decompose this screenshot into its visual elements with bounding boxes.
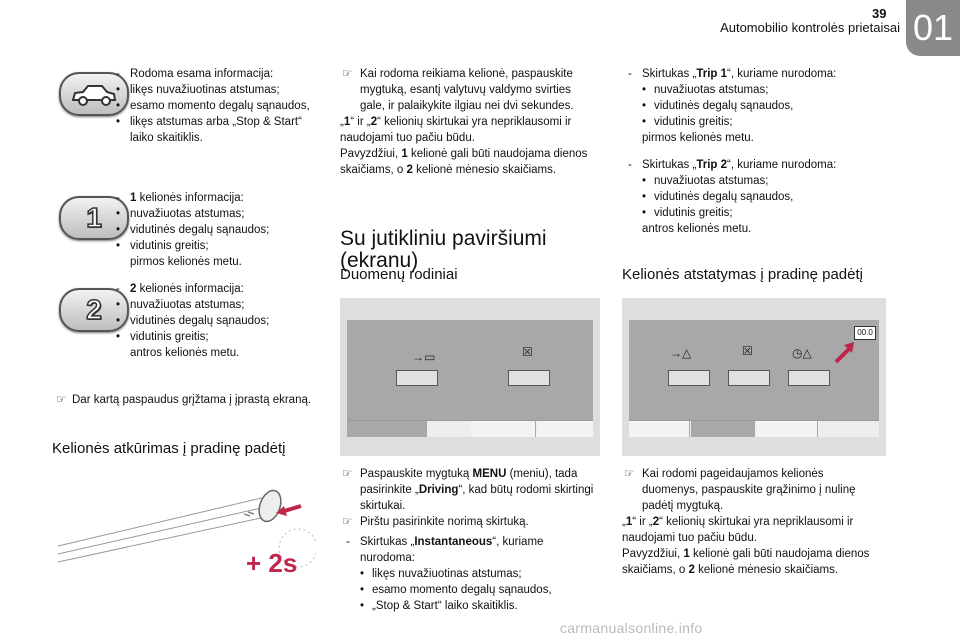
- page-number: 39: [872, 6, 887, 21]
- speed-car-icon: ◷△: [792, 346, 812, 360]
- value-box: [728, 370, 770, 386]
- list-item: • vidutinis greitis;: [642, 207, 733, 219]
- list-item: • vidutinės degalų sąnaudos,: [642, 100, 794, 112]
- display-panel: [347, 320, 593, 436]
- tab-instantaneous[interactable]: [347, 421, 427, 437]
- display-steps: ☞ Paspauskite mygtuką MENU (meniu), tada pasirinkite „Driving“, kad būtų rodomi skirtingi skirtukai. ☞ Pirštu pasirinkite norimą skirtuką. - Skirtukas „Instantaneous“, kuriame nurodoma: • likęs nuvažiuotinas atstumas; • esamo momento degalų sąnaudos, • „Stop & Start“ laiko skaitiklis.: [340, 466, 598, 614]
- list-item: • nuvažiuotas atstumas;: [642, 175, 769, 187]
- reset-button[interactable]: 00.0: [854, 326, 876, 340]
- list-item: • esamo momento degalų sąnaudos,: [116, 100, 310, 112]
- tab-bar[interactable]: [347, 420, 593, 437]
- list-item: • likęs atstumas arba „Stop & Start“ laiko skaitiklis.: [116, 116, 302, 144]
- watermark: carmanualsonline.info: [560, 620, 703, 636]
- tab-trip-1[interactable]: [471, 421, 536, 437]
- arrow-icon: [834, 338, 860, 364]
- touchscreen-display-trip: [622, 298, 886, 456]
- list-item: • nuvažiuotas atstumas;: [116, 299, 245, 311]
- list-item: • vidutinis greitis;: [642, 116, 733, 128]
- value-box: [668, 370, 710, 386]
- tab-trip-1[interactable]: [691, 421, 755, 437]
- list-item: • esamo momento degalų sąnaudos,: [360, 584, 552, 596]
- list-item: • „Stop & Start“ laiko skaitiklis.: [360, 600, 518, 612]
- trip-reset-title: Kelionės atkūrimas į pradinę padėtį: [52, 440, 286, 457]
- consumption-icon: ☒: [742, 344, 753, 358]
- trip-2-info-block: - 2 kelionės informacija: • nuvažiuotas atstumas; • vidutinės degalų sąnaudos; • vidutinis greitis; antros kelionės metu.: [110, 281, 310, 361]
- return-note: ☞ Dar kartą paspaudus grįžtama į įprastą ekraną.: [56, 394, 312, 406]
- consumption-icon: ☒: [522, 345, 533, 359]
- trip-2-badge: 2: [59, 288, 129, 332]
- tab-instantaneous[interactable]: [629, 421, 690, 437]
- trip-2-tab-block: - Skirtukas „Trip 2“, kuriame nurodoma: • nuvažiuotas atstumas; • vidutinės degalų sąnaudos, • vidutinis greitis; antros kelionės metu.: [622, 157, 892, 237]
- list-item: • likęs nuvažiuotinas atstumas;: [360, 568, 522, 580]
- hold-2s-label: + 2s: [246, 548, 298, 578]
- list-item: - Rodoma esama informacija:: [116, 68, 274, 80]
- value-box: [508, 370, 550, 386]
- list-item: • nuvažiuotas atstumas;: [642, 84, 769, 96]
- value-box: [788, 370, 830, 386]
- current-info-block: [110, 66, 310, 146]
- distance-car-icon: →△: [670, 346, 692, 360]
- section-header-title: Automobilio kontrolės prietaisai: [720, 20, 900, 35]
- list-item: • vidutinės degalų sąnaudos;: [116, 315, 270, 327]
- data-displays-title: Duomenų rodiniai: [340, 266, 458, 283]
- trip-1-badge: 1: [59, 196, 129, 240]
- range-icon: →▭: [412, 350, 436, 364]
- wiper-stalk-illustration: [56, 476, 316, 608]
- chapter-tab: 01: [906, 0, 960, 56]
- list-item: • vidutinis greitis;: [116, 331, 209, 343]
- touchscreen-section-title: Su jutikliniu paviršiumi (ekranu): [340, 227, 547, 272]
- list-item: • vidutinės degalų sąnaudos;: [116, 224, 270, 236]
- tab-bar[interactable]: [629, 420, 879, 437]
- tab-trip-2[interactable]: [537, 421, 593, 437]
- list-item: • nuvažiuotas atstumas;: [116, 208, 245, 220]
- trip-1-info-block: - 1 kelionės informacija: • nuvažiuotas atstumas; • vidutinės degalų sąnaudos; • vidutinis greitis; pirmos kelionės metu.: [110, 190, 310, 270]
- trip-1-tab-block: - Skirtukas „Trip 1“, kuriame nurodoma: • nuvažiuotas atstumas; • vidutinės degalų sąnaudos, • vidutinis greitis; pirmos kelionės metu.: [622, 66, 892, 146]
- touchscreen-display-instantaneous: [340, 298, 600, 456]
- value-box: [396, 370, 438, 386]
- reset-instructions: ☞ Kai rodoma reikiama kelionė, paspauskite mygtuką, esantį valytuvų valdymo svirties gale, ir palaikykite ilgiau nei dvi sekundes. „1“ ir „2“ kelionių skirtukai yra nepriklausomi ir naudojami tuo pačiu būdu. Pavyzdžiui, 1 kelionė gali būti naudojama dienos skaičiams, o 2 kelionė mėnesio skaičiams.: [340, 68, 588, 176]
- list-item: • likęs nuvažiuotinas atstumas;: [116, 84, 280, 96]
- list-item: • vidutinės degalų sąnaudos,: [642, 191, 794, 203]
- list-item: • vidutinis greitis;: [116, 240, 209, 252]
- tab-trip-2[interactable]: [757, 421, 818, 437]
- trip-reset-touchscreen-title: Kelionės atstatymas į pradinę padėtį: [622, 266, 863, 283]
- reset-note-block: ☞ Kai rodomi pageidaujamos kelionės duomenys, paspauskite grąžinimo į nulinę padėtį mygtuką. „1“ ir „2“ kelionių skirtukai yra nepriklausomi ir naudojami tuo pačiu būdu. Pavyzdžiui, 1 kelionė gali būti naudojama dienos skaičiams, o 2 kelionė mėnesio skaičiams.: [622, 468, 870, 576]
